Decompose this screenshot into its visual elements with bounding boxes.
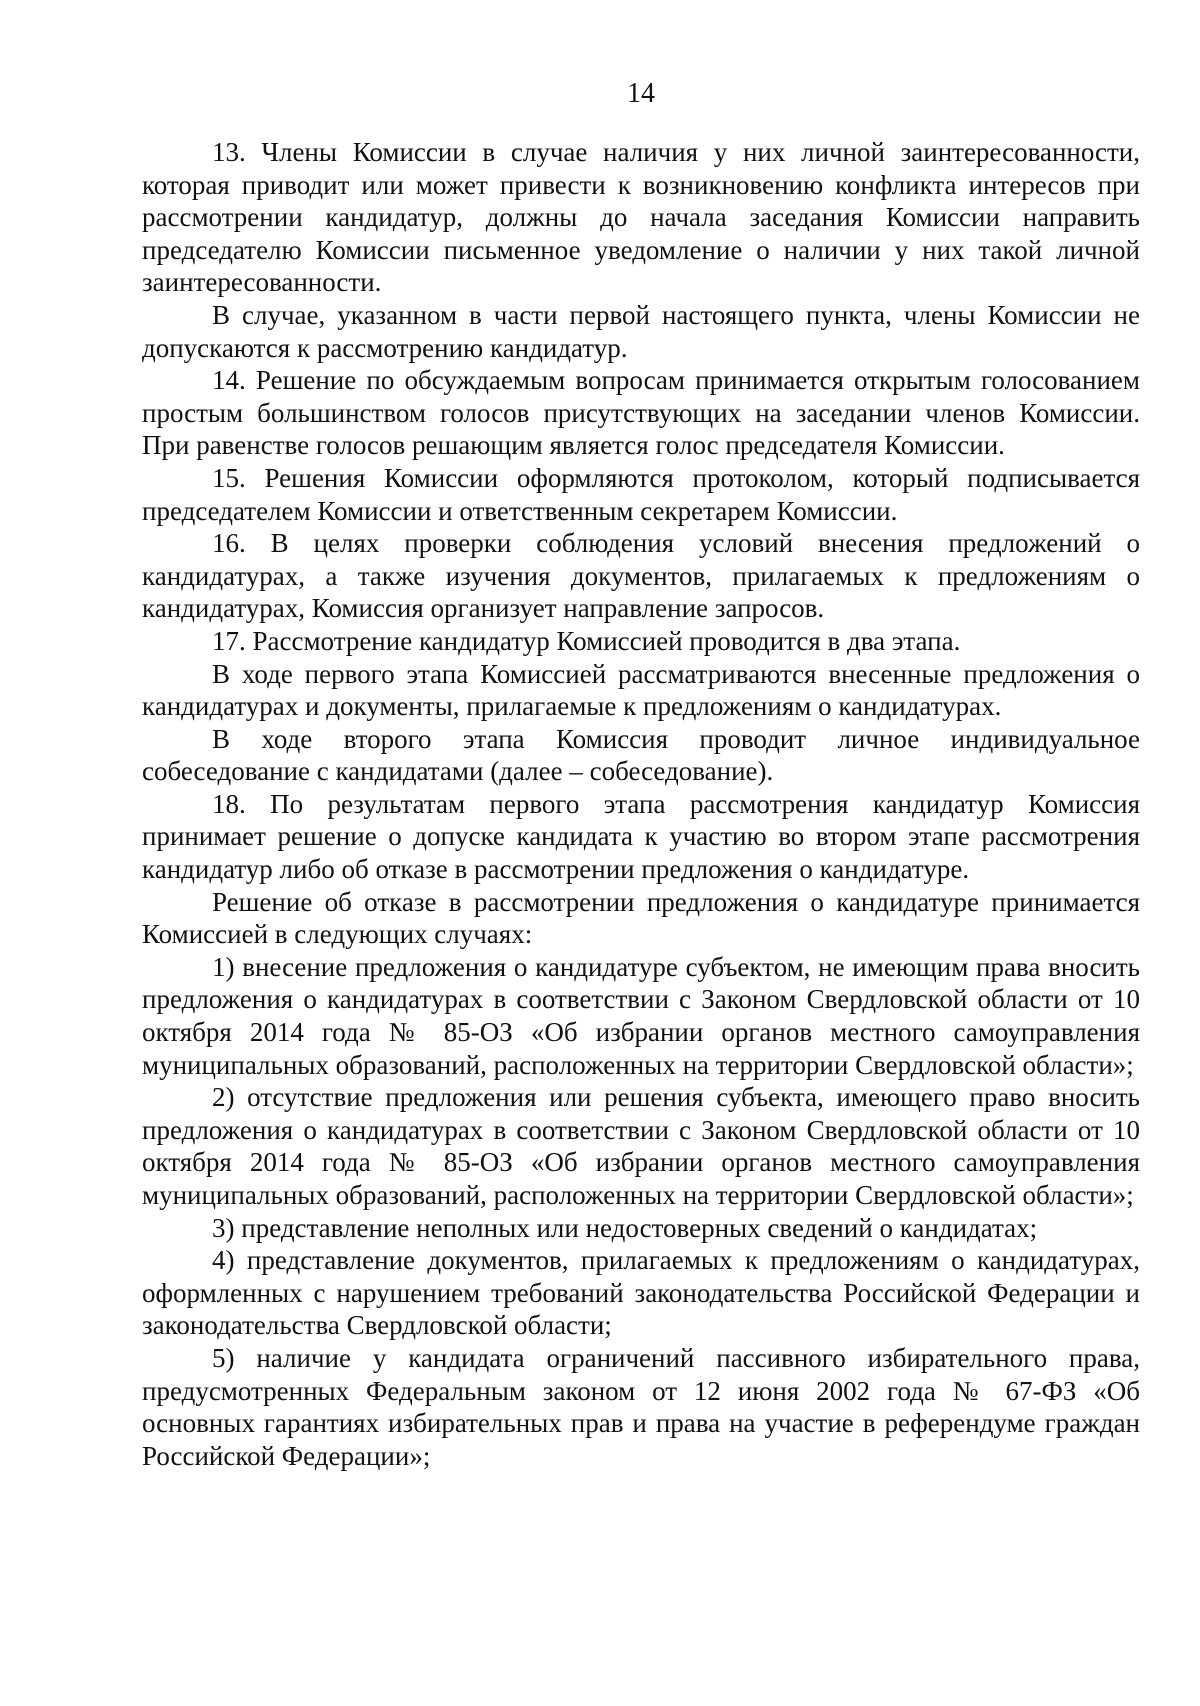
paragraph-15: 15. Решения Комиссии оформляются протоколом, который подписывается председателем Комиссии и ответственным секретарем Комиссии. (142, 462, 1140, 526)
document-body (142, 136, 1140, 1472)
paragraph-14: 14. Решение по обсуждаемым вопросам принимается открытым голосованием простым большинством голосов присутствующих на заседании членов Комиссии. При равенстве голосов решающим является голос председателя Комиссии. (142, 365, 1140, 461)
list-item-4: 4) представление документов, прилагаемых к предложениям о кандидатурах, оформленных с нарушением требований законодательства Российской Федерации и законодательства Свердловской области; (142, 1245, 1140, 1341)
paragraph-17: 17. Рассмотрение кандидатур Комиссией проводится в два этапа. (212, 625, 961, 656)
paragraph-18-refusal-intro: Решение об отказе в рассмотрении предложения о кандидатуре принимается Комиссией в следующих случаях: (142, 886, 1140, 950)
paragraph-16: 16. В целях проверки соблюдения условий внесения предложений о кандидатурах, а также изучения документов, прилагаемых к предложениям о кандидатурах, Комиссия организует направление запросов. (142, 528, 1140, 624)
list-item-5: 5) наличие у кандидата ограничений пассивного избирательного права, предусмотренных Федеральным законом от 12 июня 2002 года № 67-ФЗ «Об основных гарантиях избирательных прав и права на участие в референдуме граждан Российской Федерации»; (142, 1342, 1140, 1471)
paragraph-17-stage-1: В ходе первого этапа Комиссией рассматриваются внесенные предложения о кандидатурах и документы, прилагаемые к предложениям о кандидатурах. (142, 658, 1140, 722)
paragraph-17-stage-2: В ходе второго этапа Комиссия проводит личное индивидуальное собеседование с кандидатами (далее – собеседование). (142, 723, 1140, 787)
paragraph-13-part-2: В случае, указанном в части первой настоящего пункта, члены Комиссии не допускаются к рассмотрению кандидатур. (142, 299, 1140, 363)
list-item-3: 3) представление неполных или недостоверных сведений о кандидатах; (212, 1212, 1038, 1243)
page-number: 14 (627, 78, 655, 109)
list-item-2: 2) отсутствие предложения или решения субъекта, имеющего право вносить предложения о кандидатурах в соответствии с Законом Свердловской области от 10 октября 2014 года № 85-ОЗ «Об избрании органов местного самоуправления муниципальных образований, расположенных на территории Свердловской области»; (142, 1082, 1140, 1210)
paragraph-18: 18. По результатам первого этапа рассмотрения кандидатур Комиссия принимает решение о допуске кандидата к участию во втором этапе рассмотрения кандидатур либо об отказе в рассмотрении предложения о кандидатуре. (142, 788, 1140, 885)
paragraph-13: 13. Члены Комиссии в случае наличия у них личной заинтересованности, которая приводит или может привести к возникновению конфликта интересов при рассмотрении кандидатур, должны до начала заседания Комиссии направить председателю Комиссии письменное уведомление о наличии у них такой личной заинтересованности. (142, 137, 1140, 298)
list-item-1: 1) внесение предложения о кандидатуре субъектом, не имеющим права вносить предложения о кандидатурах в соответствии с Законом Свердловской области от 10 октября 2014 года № 85-ОЗ «Об избрании органов местного самоуправления муниципальных образований, расположенных на территории Свердловской области»; (142, 951, 1140, 1080)
